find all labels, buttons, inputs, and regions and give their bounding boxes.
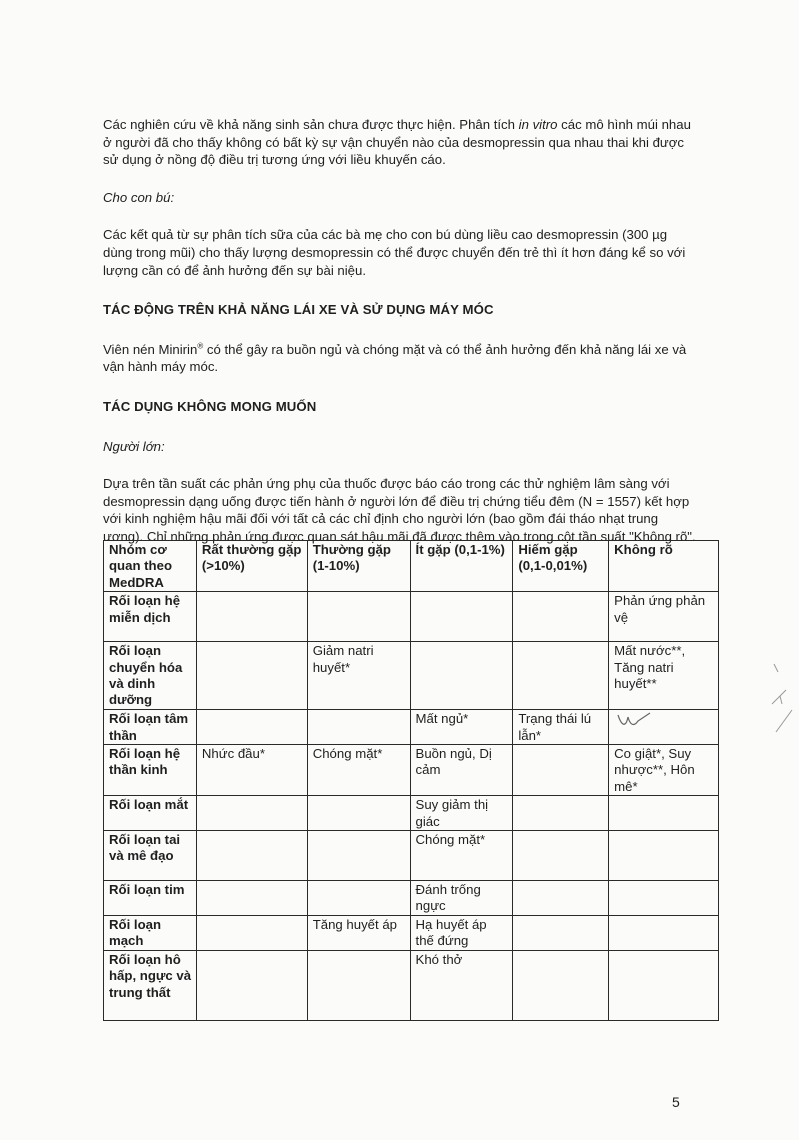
table-row <box>104 831 719 881</box>
table-cell: Tăng huyết áp <box>307 915 410 950</box>
table-cell: Rối loạn hệ thần kinh <box>104 745 197 796</box>
table-cell <box>307 592 410 642</box>
table-cell <box>196 592 307 642</box>
driving-text-1: Viên nén Minirin <box>103 341 198 357</box>
adverse-reactions-table <box>103 540 719 1021</box>
adults-title: Người lớn: <box>103 438 165 454</box>
table-cell: Phản ứng phản vệ <box>609 592 719 642</box>
table-cell: Rối loạn tâm thần <box>104 710 197 745</box>
table-cell: Rối loạn hệ miễn dịch <box>104 592 197 642</box>
breastfeeding-title: Cho con bú: <box>103 189 175 205</box>
adults-paragraph: Dựa trên tần suất các phản ứng phụ của thuốc được báo cáo trong các thử nghiệm lâm sàng với desmopressin dạng uống được tiến hành ở người lớn để điều trị chứng tiểu đêm (N = 1557) kết hợp với kinh nghiệm hậu mãi đối với tất cả các chỉ định cho người lớn (bao gồm đái tháo nhạt trung ương). Chỉ những phản ứng được quan sát hậu mãi đã được thêm vào trong cột tần suất "Không rõ". <box>103 476 696 544</box>
table-row <box>104 950 719 1020</box>
table-cell <box>307 796 410 831</box>
table-cell <box>513 745 609 796</box>
table-row <box>104 642 719 710</box>
table-cell <box>513 881 609 916</box>
document-body <box>103 116 697 546</box>
table-cell <box>609 950 719 1020</box>
handwritten-signature-mark <box>614 711 654 731</box>
registered-mark: ® <box>197 341 204 351</box>
table-cell <box>196 831 307 881</box>
table-cell: Rối loạn tai và mê đạo <box>104 831 197 881</box>
table-cell <box>513 592 609 642</box>
header-organ-class: Nhóm cơ quan theo MedDRA <box>104 541 197 592</box>
table-cell <box>513 831 609 881</box>
table-cell <box>410 642 513 710</box>
header-common: Thường gặp (1-10%) <box>307 541 410 592</box>
table-row <box>104 710 719 745</box>
table-row <box>104 915 719 950</box>
fertility-text-1: Các nghiên cứu về khả năng sinh sản chưa được thực hiện. Phân tích <box>103 117 519 132</box>
table-cell: Hạ huyết áp thế đứng <box>410 915 513 950</box>
table-cell <box>609 881 719 916</box>
table-cell: Rối loạn hô hấp, ngực và trung thất <box>104 950 197 1020</box>
table-cell <box>609 831 719 881</box>
table-cell: Rối loạn mắt <box>104 796 197 831</box>
table-cell <box>196 881 307 916</box>
table-cell: Nhức đầu* <box>196 745 307 796</box>
table-cell: Chóng mặt* <box>307 745 410 796</box>
driving-text-2: có thể gây ra buồn ngủ và chóng mặt và có thể ảnh hưởng đến khả năng lái xe và vận hành máy móc. <box>103 341 687 375</box>
table-cell: Co giật*, Suy nhược**, Hôn mê* <box>609 745 719 796</box>
table-cell <box>609 796 719 831</box>
table-cell: Rối loạn chuyển hóa và dinh dưỡng <box>104 642 197 710</box>
breastfeeding-paragraph: Các kết quả từ sự phân tích sữa của các bà mẹ cho con bú dùng liều cao desmopressin (300 µg dùng trong mũi) cho thấy lượng desmopressin có thể được chuyển đến trẻ thì ít hơn đáng kể so với lượng cần có để ảnh hưởng đến sự bài niệu. <box>103 227 686 278</box>
table-cell <box>196 710 307 745</box>
table-cell <box>513 642 609 710</box>
table-cell <box>196 796 307 831</box>
table-cell: Chóng mặt* <box>410 831 513 881</box>
table-cell: Trạng thái lú lẫn* <box>513 710 609 745</box>
table-cell <box>307 831 410 881</box>
table-cell: Suy giảm thị giác <box>410 796 513 831</box>
driving-paragraph <box>103 341 697 376</box>
header-very-common: Rất thường gặp (>10%) <box>196 541 307 592</box>
table-row <box>104 881 719 916</box>
page-number: 5 <box>672 1094 680 1110</box>
table-cell <box>609 915 719 950</box>
header-unknown: Không rõ <box>609 541 719 592</box>
table-cell: Mất ngủ* <box>410 710 513 745</box>
header-rare: Hiếm gặp (0,1-0,01%) <box>513 541 609 592</box>
table-cell: Đánh trống ngực <box>410 881 513 916</box>
table-row <box>104 745 719 796</box>
table-cell: Giảm natri huyết* <box>307 642 410 710</box>
driving-heading: TÁC ĐỘNG TRÊN KHẢ NĂNG LÁI XE VÀ SỬ DỤNG MÁY MÓC <box>103 302 494 318</box>
margin-scribble-mark <box>766 660 796 740</box>
table-cell: Buồn ngủ, Dị cảm <box>410 745 513 796</box>
fertility-text-italic: in vitro <box>518 117 558 132</box>
table-cell <box>307 950 410 1020</box>
table-cell: Rối loạn tim <box>104 881 197 916</box>
table-cell <box>307 881 410 916</box>
table-row <box>104 592 719 642</box>
table-cell <box>609 710 719 745</box>
table-row <box>104 796 719 831</box>
table-cell <box>513 915 609 950</box>
table-cell <box>513 950 609 1020</box>
table-cell: Mất nước**, Tăng natri huyết** <box>609 642 719 710</box>
table-cell: Rối loạn mạch <box>104 915 197 950</box>
table-cell <box>196 915 307 950</box>
table-cell <box>196 642 307 710</box>
fertility-text-2: các mô hình múi nhau ở người đã cho thấy không có bất kỳ sự vận chuyển nào của desmopressin qua nhau thai khi được sử dụng ở nồng độ điều trị tương ứng với liều khuyến cáo. <box>103 117 691 168</box>
table-cell: Khó thở <box>410 950 513 1020</box>
table-cell <box>196 950 307 1020</box>
table-cell <box>513 796 609 831</box>
table-cell <box>307 710 410 745</box>
adverse-effects-heading: TÁC DỤNG KHÔNG MONG MUỐN <box>103 398 317 414</box>
fertility-paragraph <box>103 116 697 169</box>
header-uncommon: Ít gặp (0,1-1%) <box>410 541 513 592</box>
table-cell <box>410 592 513 642</box>
table-header-row <box>104 541 719 592</box>
